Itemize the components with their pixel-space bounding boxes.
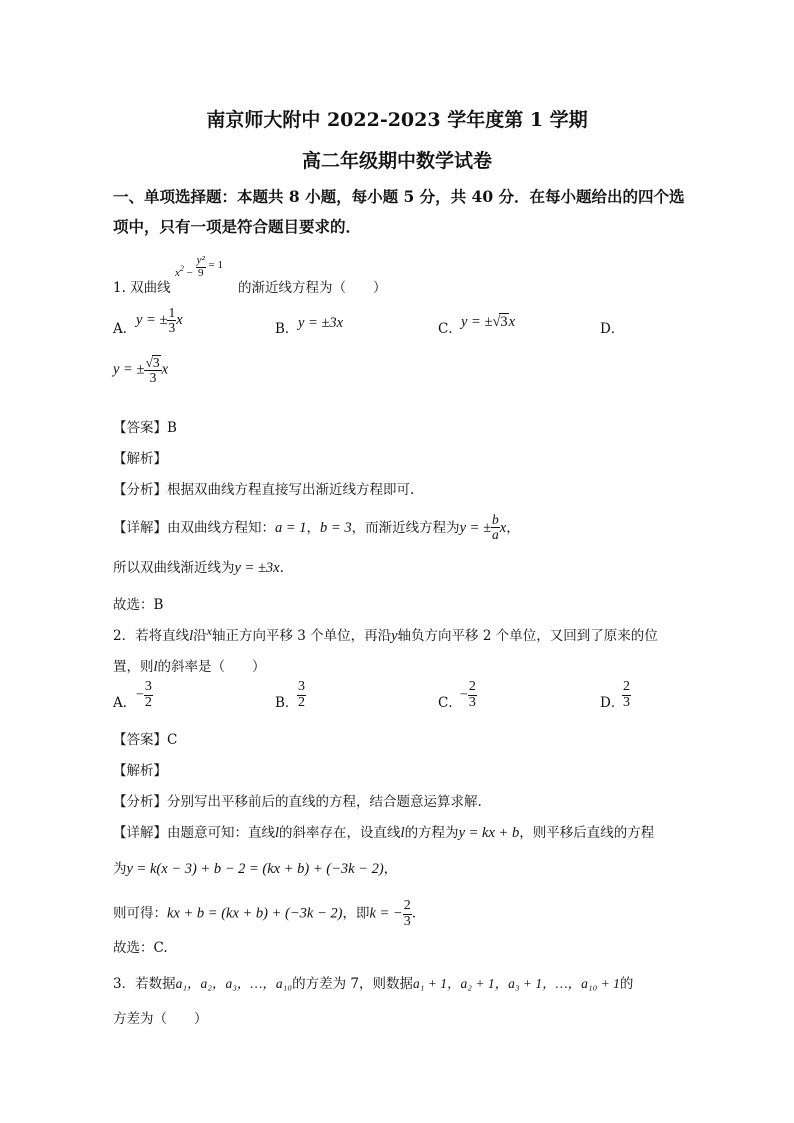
q1-formula-frac <box>196 255 206 279</box>
q2-detail-line3-mid: ，即 <box>342 905 370 922</box>
q1-option-d-tail: x <box>161 361 169 378</box>
q1-option-a-num: 1 <box>168 305 176 320</box>
q2-option-a-label: A． <box>113 695 137 711</box>
q2-detail-line3-end: . <box>411 905 417 922</box>
q2-option-a-den: 2 <box>144 694 152 710</box>
q1-option-c-root: 3 <box>500 314 508 330</box>
q1-option-a-prefix: y = ± <box>136 312 168 328</box>
q2-answer: C <box>167 732 178 748</box>
q2-option-b-frac <box>297 680 306 710</box>
q1-option-a <box>136 306 183 335</box>
q1-analysis-tag: 【解析】 <box>113 451 167 467</box>
q2-option-b-label: B． <box>275 695 299 711</box>
q3-line1-b: 的方差为 7，则数据 <box>292 976 413 992</box>
q1-option-c: y = ±√3x <box>461 314 516 330</box>
q2-stem-line1 <box>113 624 658 645</box>
q2-fenxi <box>113 790 482 810</box>
q2-detail-line2-end: ， <box>383 861 398 877</box>
q2-line2-a: 置，则 <box>113 659 154 675</box>
q2-detail-text4: ，则平移后直线的方程 <box>519 825 655 841</box>
q2-detail-line3-num: 2 <box>403 898 411 913</box>
q1-detail-formula-tail: x <box>499 520 507 537</box>
q2-analysis-tag: 【解析】 <box>113 763 167 779</box>
section-heading-line2: 项中，只有一项是符合题目要求的． <box>113 217 362 236</box>
q1-fenxi-tag: 【分析】 <box>113 482 167 498</box>
q1-option-c-label: C． <box>438 321 462 337</box>
q2-option-b-num: 3 <box>298 679 305 694</box>
page-subtitle: 高二年级期中数学试卷 <box>301 150 492 172</box>
q1-detail-text2: ，而渐近线方程为 <box>351 520 460 537</box>
q1-option-a-den: 3 <box>168 320 176 336</box>
q2-detail-line1 <box>113 821 654 842</box>
q2-option-d <box>622 680 631 710</box>
q2-option-c-label: C． <box>438 695 462 711</box>
q1-fenxi <box>113 478 414 498</box>
q1-option-c-prefix: y = ± <box>461 314 493 330</box>
q1-option-d-frac: $\frac{√3}{3}$ <box>145 355 160 386</box>
q2-answer-tag: 【答案】 <box>113 732 167 748</box>
q2-option-c-sign: − <box>460 687 468 703</box>
section-heading-line1: 一、单项选择题：本题共 8 小题，每小题 5 分，共 40 分．在每小题给出的四个选 <box>113 187 685 206</box>
q1-detail-b: b = 3 <box>320 520 352 537</box>
q2-fenxi-text: 分别写出平移前后的直线的方程，结合题意运算求解. <box>167 794 482 810</box>
q2-detail-line3-prefix: 则可得： <box>113 905 167 922</box>
q1-option-a-tail: x <box>176 312 183 328</box>
q2-choose: 故选：C. <box>113 940 168 956</box>
q2-line1-l: l <box>189 628 194 644</box>
q2-detail-line3-formula: kx + b = (kx + b) + (−3k − 2) <box>167 905 343 922</box>
q3-line1-a: 3．若数据 <box>113 976 176 992</box>
q1-option-d <box>113 355 168 385</box>
q1-detail-a: a = 1 <box>275 520 307 537</box>
q2-detail-eq1: y = kx + b <box>458 825 520 841</box>
q1-detail <box>113 514 520 543</box>
q1-detail-frac <box>491 513 500 542</box>
q1-option-b: y = ±3x <box>298 315 344 331</box>
q2-option-a-sign: − <box>136 687 144 703</box>
q3-stem-line2: 方差为（ ） <box>113 1011 208 1027</box>
q1-option-d-root: 3 <box>152 355 160 370</box>
q1-formula: $x^2$ − $\frac{\text{y²}}{9}$ = 1 <box>175 254 224 279</box>
q3-line1-c: 的 <box>619 976 634 992</box>
q1-formula-x: x <box>175 266 180 279</box>
q1-answer: B <box>167 420 177 436</box>
q1-option-d-prefix: y = ± <box>113 361 145 378</box>
q2-line2-l: l <box>153 659 158 675</box>
q1-detail-tag: 【详解】 <box>113 520 167 537</box>
q3-line1-seq: a₁，a₂，a₃，…，a₁₀ <box>175 976 293 991</box>
q1-detail-frac-den: a <box>492 527 499 543</box>
q2-option-d-label: D． <box>600 695 625 711</box>
q1-detail-end: ， <box>506 520 520 537</box>
q2-line1-d: 轴负方向平移 2 个单位，又回到了原来的位 <box>397 628 658 644</box>
q1-formula-eq: = 1 <box>208 258 224 271</box>
q2-line1-b: 沿 <box>193 628 207 644</box>
q1-option-c-tail: x <box>508 314 516 330</box>
q1-answer-line <box>113 416 177 436</box>
q2-detail-line3-frac <box>403 899 412 929</box>
q2-detail-text3: 的方程为 <box>404 825 459 841</box>
q2-option-c-frac <box>468 680 477 710</box>
q2-line1-x: x <box>206 624 212 638</box>
q2-line1-y: y <box>391 628 398 644</box>
q1-detail-frac-num: b <box>492 512 499 527</box>
q2-detail-text2: 的斜率存在，设直线 <box>279 825 401 841</box>
q2-answer-line <box>113 728 177 748</box>
q1-number: 1. 双曲线 <box>113 280 171 296</box>
q2-line2-b: 的斜率是（ ） <box>157 659 266 675</box>
q1-formula-frac-num: y² <box>196 254 205 266</box>
q2-option-c-den: 3 <box>468 694 476 710</box>
q1-answer-tag: 【答案】 <box>113 420 167 436</box>
q2-detail-line2 <box>113 857 397 878</box>
q1-conclusion <box>113 556 284 577</box>
q2-detail-tag: 【详解】 <box>113 825 167 841</box>
q2-option-a-frac <box>144 680 153 710</box>
q2-option-d-den: 3 <box>623 694 630 710</box>
q1-conclusion-end: . <box>279 560 284 576</box>
q2-detail-l2: l <box>400 825 405 841</box>
q1-choose: 故选：B <box>113 597 164 613</box>
q2-detail-line3-den: 3 <box>403 913 411 929</box>
page-title: 南京师大附中 2022-2023 学年度第 1 学期 <box>206 109 588 131</box>
q2-option-d-num: 2 <box>623 679 630 694</box>
q1-fenxi-text: 根据双曲线方程直接写出渐近线方程即可. <box>167 482 415 498</box>
q2-line1-c: 轴正方向平移 3 个单位，再沿 <box>211 628 392 644</box>
q1-option-b-label: B． <box>275 321 299 337</box>
q2-detail-line3-k: k = − <box>369 905 403 922</box>
q1-detail-sep: ， <box>306 520 321 537</box>
q2-option-c <box>460 680 477 710</box>
q2-detail-line3 <box>113 899 416 929</box>
q1-conclusion-text: 所以双曲线渐近线为 <box>113 560 235 576</box>
q2-detail-line2-prefix: 为 <box>113 861 127 877</box>
q1-detail-text1: 由双曲线方程知： <box>167 520 275 537</box>
q2-option-a <box>136 680 153 710</box>
q2-stem-line2 <box>113 655 266 676</box>
q2-option-a-num: 3 <box>144 679 152 694</box>
q2-option-b-den: 2 <box>298 694 305 710</box>
q2-detail-text1: 由题意可知：直线 <box>167 825 275 841</box>
q2-fenxi-tag: 【分析】 <box>113 794 167 810</box>
q2-option-d-frac <box>622 680 631 710</box>
q2-detail-line2-formula: y = k(x − 3) + b − 2 = (kx + b) + (−3k − 2) <box>126 861 384 877</box>
q1-option-a-frac <box>167 306 176 335</box>
q3-line1-seq2: a₁ + 1，a₂ + 1，a₃ + 1，…，a₁₀ + 1 <box>412 976 620 991</box>
q1-option-d-label: D． <box>600 321 625 337</box>
q2-option-b <box>297 680 306 710</box>
q1-conclusion-formula: y = ±3x <box>234 560 280 576</box>
q1-option-d-den: 3 <box>149 370 157 386</box>
q2-detail-l1: l <box>275 825 280 841</box>
q1-formula-frac-den: 9 <box>197 266 204 279</box>
q3-stem-line1 <box>113 972 633 992</box>
q2-option-c-num: 2 <box>468 679 476 694</box>
q2-line1-a: 2．若将直线 <box>113 628 190 644</box>
q1-option-a-label: A． <box>113 321 137 337</box>
q1-detail-formula-prefix: y = ± <box>459 520 492 537</box>
q1-stem-tail: 的渐近线方程为（ ） <box>238 280 387 296</box>
